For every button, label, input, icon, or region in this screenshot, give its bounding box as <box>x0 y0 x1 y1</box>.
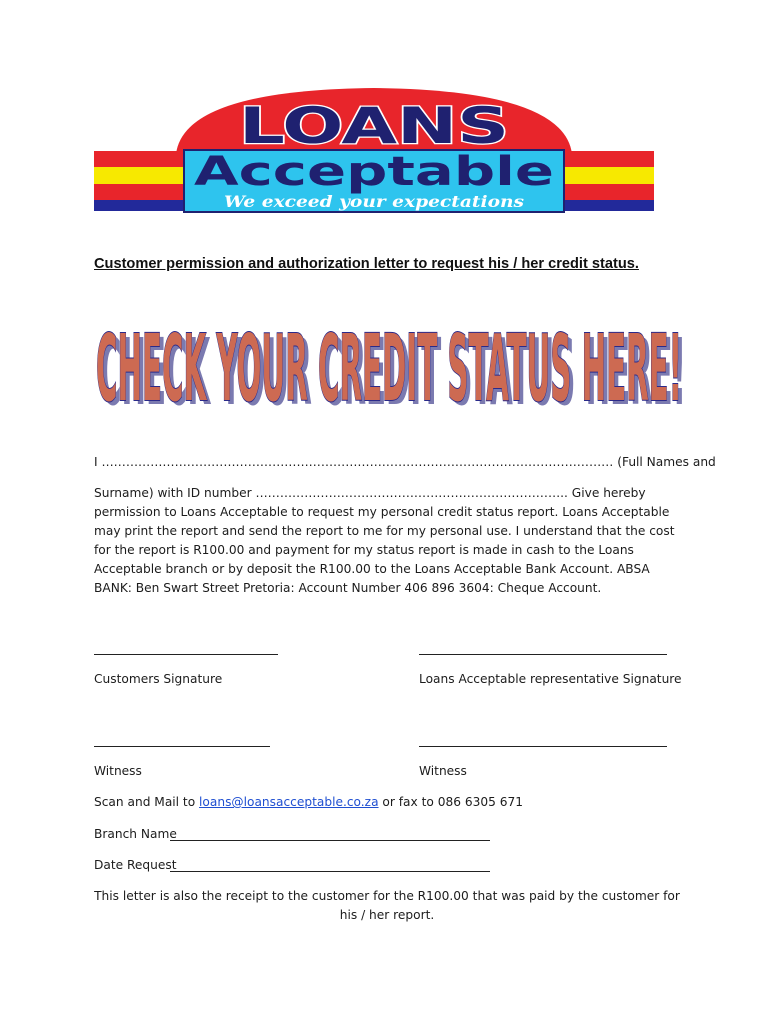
customer-signature-label: Customers Signature <box>94 672 223 686</box>
witness-right-label: Witness <box>419 764 467 778</box>
banner-shadow: CHECK YOUR CREDIT STATUS HERE! <box>100 319 686 414</box>
customer-signature-line <box>94 654 278 655</box>
logo-tagline: We exceed your expectations <box>224 192 524 211</box>
letter-heading: Customer permission and authorization letter to request his / her credit status. <box>94 256 639 272</box>
loans-acceptable-logo <box>94 88 654 214</box>
date-request-line[interactable] <box>170 871 490 872</box>
representative-signature-label: Loans Acceptable representative Signature <box>419 672 682 686</box>
witness-right-line <box>419 746 667 747</box>
branch-name-label: Branch Name <box>94 827 177 841</box>
representative-signature-line <box>419 654 667 655</box>
banner-text: CHECK YOUR CREDIT STATUS HERE! <box>96 315 682 414</box>
permission-paragraph: Surname) with ID number ………………………………………………………………….. Give hereby permission to Loans Acceptable to request my personal credit status report. Loans Acceptable may print the report and send the report to me for my personal use. I understand that the cost for the report is R100.00 and payment for my status report is made in cash to the Loans Acceptable branch or by deposit the R100.00 to the Loans Acceptable Bank Account. ABSA BANK: Ben Swart Street Pretoria: Account Number 406 896 3604: Cheque Account. <box>94 486 675 595</box>
logo-brand-main: Acceptable <box>194 149 554 195</box>
contact-suffix: or fax to 086 6305 671 <box>378 795 524 809</box>
full-names-line: I ……………………………………………………………………………………………………………… (Full Names and <box>94 455 716 469</box>
witness-left-label: Witness <box>94 764 142 778</box>
receipt-note: This letter is also the receipt to the customer for the R100.00 that was paid by the customer for his / her report. <box>94 889 680 922</box>
contact-prefix: Scan and Mail to <box>94 795 200 809</box>
witness-left-line <box>94 746 270 747</box>
check-credit-status-banner <box>92 308 688 414</box>
date-request-label: Date Request <box>94 858 177 872</box>
email-link[interactable]: loans@loansacceptable.co.za <box>199 795 379 809</box>
logo-brand-top: LOANS <box>239 97 509 155</box>
contact-line <box>94 793 523 812</box>
branch-name-line[interactable] <box>170 840 490 841</box>
